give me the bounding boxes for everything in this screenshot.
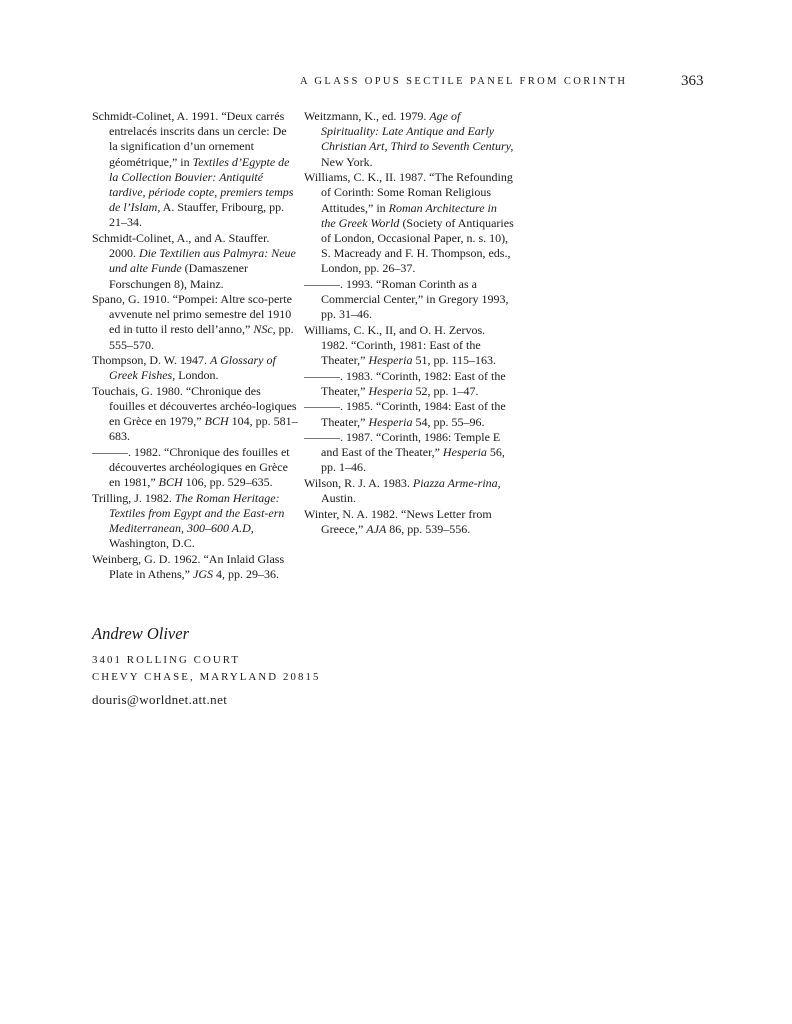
references-column-right (304, 109, 514, 537)
reference-text: 52, pp. 1–47. (412, 383, 479, 398)
reference-text: ———. 1982. “Chronique des fouilles et découvertes archéologiques en Grèce en 1981,” (92, 444, 290, 490)
reference-text: 4, pp. 29–36. (213, 567, 279, 582)
author-name: Andrew Oliver (92, 624, 189, 643)
reference-entry (304, 323, 514, 369)
reference-entry (304, 109, 514, 170)
reference-text: Williams, C. K., II, and O. H. Zervos. 1982. “Corinth, 1981: East of the Theater,” (304, 322, 486, 368)
reference-text: 56, pp. 1–46. (321, 445, 505, 475)
reference-text: 51, pp. 115–163. (412, 353, 497, 368)
reference-entry (304, 399, 514, 429)
reference-title: Die Textilien aus Palmyra: Neue und alte Funde (109, 246, 296, 276)
reference-title: Hesperia (442, 445, 487, 460)
author-email[interactable]: douris@worldnet.att.net (92, 692, 228, 707)
reference-entry (92, 384, 298, 445)
reference-title: A Glossary of Greek Fishes, (109, 353, 276, 383)
reference-title: Textiles d’Egypte de la Collection Bouvier: Antiquité tardive, période copte, premiers temps de l’Islam, (109, 154, 294, 215)
reference-text: ———. 1985. “Corinth, 1984: East of the Theater,” (304, 399, 506, 429)
reference-title: NSc, (253, 322, 276, 337)
reference-text: Weitzmann, K., ed. 1979. (304, 109, 430, 123)
references-column-left (92, 109, 298, 583)
reference-text: ———. 1987. “Corinth, 1986: Temple E and East of the Theater,” (304, 430, 501, 460)
reference-text: Schmidt-Colinet, A. 1991. “Deux carrés entrelacés inscrits dans un cercle: De la signification d’un ornement géométrique,” in (92, 109, 287, 169)
reference-title: JGS (193, 567, 213, 582)
reference-text: ———. 1993. “Roman Corinth as a Commercial Center,” in Gregory 1993, pp. 31–46. (304, 276, 509, 322)
reference-entry (92, 292, 298, 353)
reference-entry (304, 369, 514, 399)
reference-entry (92, 109, 298, 231)
reference-title: BCH (158, 475, 183, 490)
reference-text: Winter, N. A. 1982. “News Letter from Greece,” (304, 506, 492, 536)
reference-title: Roman Architecture in the Greek World (321, 200, 497, 230)
reference-entry (92, 231, 298, 292)
reference-entry (92, 552, 298, 582)
running-head: A GLASS OPUS SECTILE PANEL FROM CORINTH (300, 76, 628, 87)
reference-title: Piazza Arme-rina, (412, 475, 501, 490)
reference-text: pp. 555–570. (109, 322, 294, 352)
reference-text: Thompson, D. W. 1947. (92, 353, 211, 368)
reference-text: ———. 1983. “Corinth, 1982: East of the Theater,” (304, 368, 506, 398)
reference-title: Age of Spirituality: Late Antique and Early Christian Art, Third to Seventh Century, (321, 109, 514, 154)
reference-entry (304, 277, 514, 323)
reference-text: A. Stauffer, Fribourg, pp. 21–34. (109, 200, 285, 230)
reference-entry (304, 507, 514, 537)
reference-entry (304, 476, 514, 506)
reference-title: Hesperia (368, 414, 413, 429)
author-address-line-2: CHEVY CHASE, MARYLAND 20815 (92, 671, 321, 683)
reference-entry (304, 170, 514, 276)
page-number: 363 (681, 73, 704, 89)
reference-text: 54, pp. 55–96. (412, 414, 485, 429)
reference-title: AJA (366, 521, 387, 536)
reference-text: Touchais, G. 1980. “Chronique des fouilles et découvertes archéo-logiques en Grèce en 1979,” (92, 383, 297, 429)
reference-title: Hesperia (368, 383, 413, 398)
reference-title: BCH (204, 414, 229, 429)
reference-text: (Damaszener Forschungen 8), Mainz. (109, 261, 248, 291)
reference-text: Austin. (321, 491, 357, 506)
reference-text: 86, pp. 539–556. (386, 521, 471, 536)
reference-text: 104, pp. 581–683. (109, 414, 298, 444)
author-address-line-1: 3401 ROLLING COURT (92, 654, 241, 666)
reference-entry (92, 445, 298, 491)
reference-text: Washington, D.C. (109, 536, 195, 551)
reference-text: Trilling, J. 1982. (92, 490, 175, 505)
reference-text: Spano, G. 1910. “Pompei: Altre sco-perte avvenute nel primo semestre del 1910 ed in tutto il resto dell’anno,” (92, 292, 292, 337)
reference-title: The Roman Heritage: Textiles from Egypt and the East-ern Mediterranean, 300–600 A.D, (109, 490, 285, 536)
reference-text: London. (175, 368, 219, 383)
reference-text: Weinberg, G. D. 1962. “An Inlaid Glass Plate in Athens,” (92, 551, 285, 582)
reference-entry (92, 491, 298, 552)
reference-entry (304, 430, 514, 476)
reference-title: Hesperia (368, 353, 413, 368)
reference-text: New York. (321, 154, 373, 169)
reference-text: Williams, C. K., II. 1987. “The Refounding of Corinth: Some Roman Religious Attitudes,” in (304, 170, 513, 215)
reference-text: (Society of Antiquaries of London, Occasional Paper, n. s. 10), S. Macready and F. H. Thompson, eds., London, pp. 26–37. (321, 215, 514, 276)
reference-text: Schmidt-Colinet, A., and A. Stauffer. 2000. (92, 230, 270, 261)
reference-text: 106, pp. 529–635. (182, 475, 273, 490)
reference-text: Wilson, R. J. A. 1983. (304, 475, 413, 490)
reference-entry (92, 353, 298, 383)
